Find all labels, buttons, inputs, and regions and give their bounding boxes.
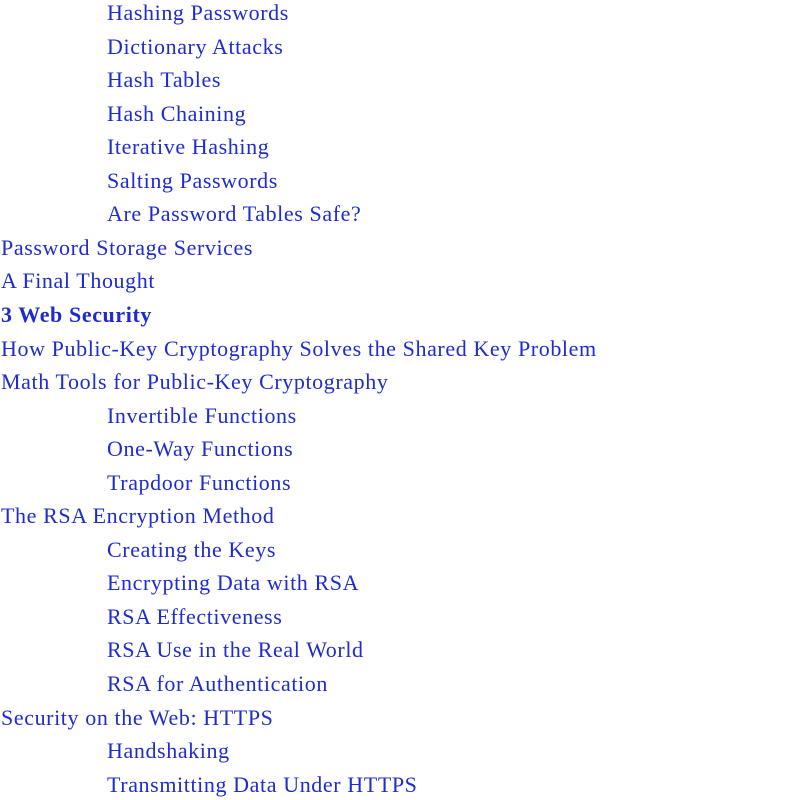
toc-entry-link[interactable]: Hashing Passwords bbox=[107, 0, 289, 25]
toc-entry-link[interactable]: Handshaking bbox=[107, 738, 230, 764]
toc-entry-link[interactable]: How Public-Key Cryptography Solves the Shared Key Problem bbox=[1, 335, 597, 361]
toc-entry-link[interactable]: Dictionary Attacks bbox=[107, 33, 284, 59]
toc-entry-link[interactable]: One-Way Functions bbox=[107, 436, 294, 462]
toc-entry-link[interactable]: Iterative Hashing bbox=[107, 134, 270, 160]
toc-entry-link[interactable]: RSA for Authentication bbox=[107, 671, 328, 696]
toc-entry-link[interactable]: Invertible Functions bbox=[107, 402, 297, 428]
toc-entry-link[interactable]: RSA Use in the Real World bbox=[107, 637, 364, 663]
toc-entry-link[interactable]: Transmitting Data Under HTTPS bbox=[107, 771, 418, 797]
toc-entry-link[interactable]: RSA Effectiveness bbox=[107, 603, 283, 629]
toc-entry-link[interactable]: The RSA Encryption Method bbox=[1, 503, 275, 529]
toc-entry-link[interactable]: Creating the Keys bbox=[107, 536, 277, 562]
toc-entry-link[interactable]: Trapdoor Functions bbox=[107, 469, 292, 495]
toc-entry-link[interactable]: Math Tools for Public-Key Cryptography bbox=[1, 369, 389, 395]
toc-entry-link[interactable]: Are Password Tables Safe? bbox=[107, 201, 362, 227]
toc-entry-link[interactable]: Encrypting Data with RSA bbox=[107, 570, 360, 596]
toc-entry-link[interactable]: A Final Thought bbox=[1, 268, 156, 294]
toc-entry-link[interactable]: Security on the Web: HTTPS bbox=[1, 704, 274, 730]
toc-entry-link[interactable]: Hash Chaining bbox=[107, 100, 247, 126]
toc-entry-link[interactable]: Salting Passwords bbox=[107, 167, 278, 193]
toc-chapter-link[interactable]: 3 Web Security bbox=[1, 301, 152, 327]
toc-entry-link[interactable]: Password Storage Services bbox=[1, 234, 254, 260]
toc-entry-link[interactable]: Hash Tables bbox=[107, 67, 222, 93]
